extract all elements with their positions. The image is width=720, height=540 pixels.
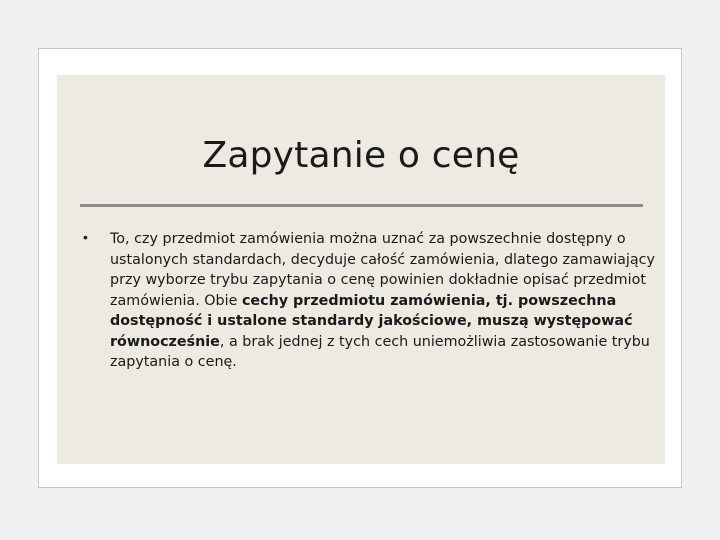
bullet-line [110,293,616,309]
slide-panel [57,75,665,464]
bullet-line [110,334,650,350]
bullet-line: To, czy przedmiot zamówienia można uznać za powszechnie dostępny o [110,231,626,247]
bullet-line [110,313,633,329]
normal-text: zamówienia. Obie [110,292,242,309]
bullet-line: ustalonych standardach, decyduje całość zamówienia, dlatego zamawiający [110,251,655,268]
bold-text: cechy przedmiotu zamówienia, tj. powszechna [241,292,617,309]
bullet-paragraph [110,229,655,373]
bullet-line: przy wyborze trybu zapytania o cenę powinien dokładnie opisać przedmiot [110,272,646,288]
bullet-marker: • [83,229,88,245]
normal-text: , a brak jednej z tych cech uniemożliwia zastosowanie trybu [219,333,650,350]
bold-text: dostępność i ustalone standardy jakościowe, muszą występować [110,313,633,329]
slide-title: Zapytanie o cenę [202,135,520,176]
bullet-line: zapytania o cenę. [110,354,237,370]
title-divider [80,204,643,207]
bold-text: równocześnie [110,333,220,350]
